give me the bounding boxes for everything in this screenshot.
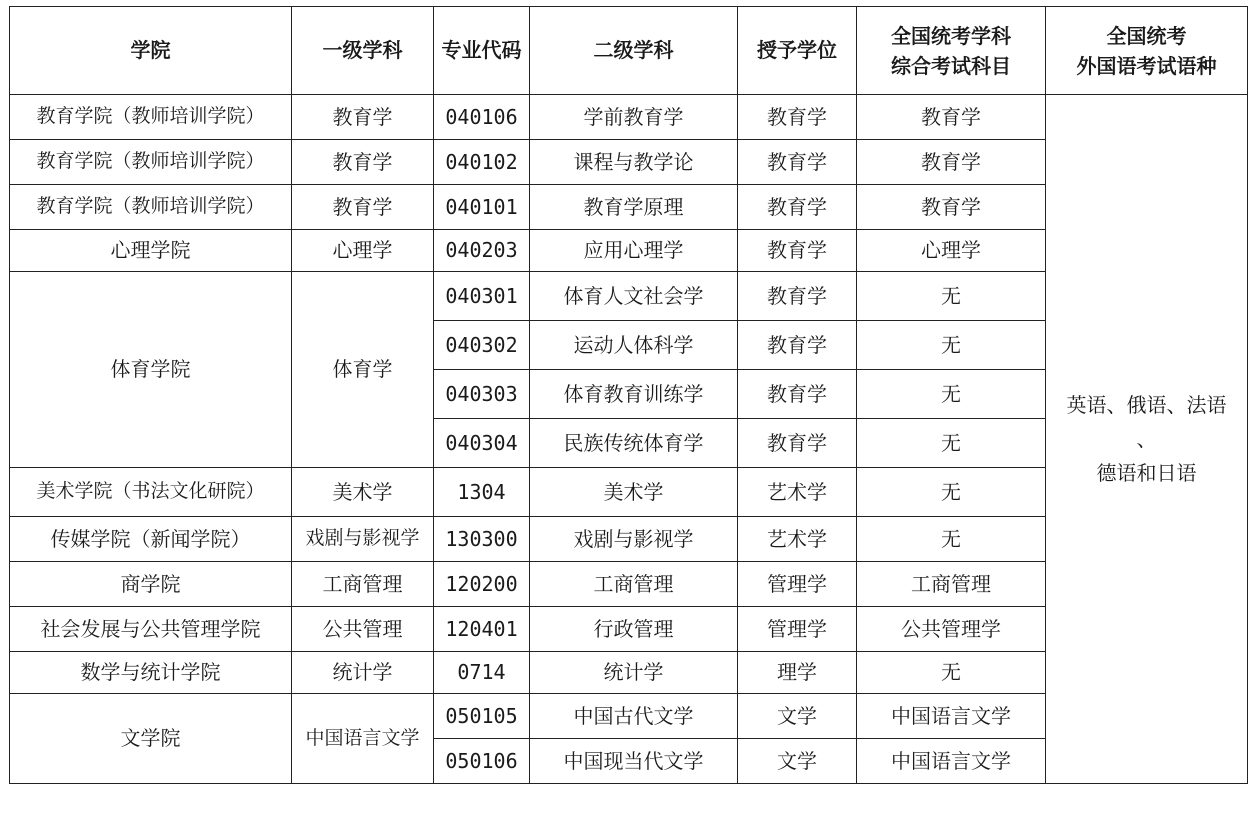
exam-subject-cell: 教育学 [857,185,1046,230]
primary-subject-cell: 教育学 [292,140,434,185]
secondary-subject-cell: 课程与教学论 [530,140,738,185]
secondary-subject-cell: 中国古代文学 [530,694,738,739]
language-line2: 、 [1136,427,1157,451]
exam-subject-cell: 无 [857,652,1046,694]
degree-cell: 文学 [738,694,857,739]
college-cell: 社会发展与公共管理学院 [10,607,292,652]
major-code-cell: 040102 [434,140,530,185]
college-cell: 心理学院 [10,230,292,272]
exam-subject-cell: 教育学 [857,95,1046,140]
exam-subject-cell: 教育学 [857,140,1046,185]
primary-subject-cell: 统计学 [292,652,434,694]
college-cell: 美术学院（书法文化研院） [10,468,292,517]
secondary-subject-cell: 戏剧与影视学 [530,517,738,562]
secondary-subject-cell: 统计学 [530,652,738,694]
major-code-cell: 1304 [434,468,530,517]
exam-subject-cell: 中国语言文学 [857,694,1046,739]
header-language-line1: 全国统考 [1106,23,1187,48]
degree-cell: 教育学 [738,95,857,140]
exam-subject-cell: 无 [857,370,1046,419]
college-cell: 数学与统计学院 [10,652,292,694]
degree-cell: 教育学 [738,419,857,468]
secondary-subject-cell: 美术学 [530,468,738,517]
header-row [10,7,1248,95]
college-cell: 教育学院（教师培训学院） [10,95,292,140]
degree-cell: 理学 [738,652,857,694]
college-cell: 传媒学院（新闻学院） [10,517,292,562]
degree-cell: 教育学 [738,272,857,321]
exam-subject-cell: 无 [857,419,1046,468]
major-code-cell: 040302 [434,321,530,370]
exam-subject-cell: 工商管理 [857,562,1046,607]
primary-subject-cell: 戏剧与影视学 [292,517,434,562]
college-cell: 教育学院（教师培训学院） [10,140,292,185]
exam-subject-cell: 无 [857,517,1046,562]
major-code-cell: 040304 [434,419,530,468]
secondary-subject-cell: 体育教育训练学 [530,370,738,419]
secondary-subject-cell: 应用心理学 [530,230,738,272]
language-cell [1046,95,1248,784]
exam-subject-cell: 无 [857,468,1046,517]
college-cell: 商学院 [10,562,292,607]
secondary-subject-cell: 体育人文社会学 [530,272,738,321]
header-exam-subject [857,7,1046,95]
degree-cell: 教育学 [738,321,857,370]
degree-cell: 教育学 [738,185,857,230]
degree-cell: 教育学 [738,370,857,419]
major-code-cell: 040303 [434,370,530,419]
major-code-cell: 0714 [434,652,530,694]
degree-cell: 教育学 [738,230,857,272]
admissions-table [9,6,1248,784]
secondary-subject-cell: 中国现当代文学 [530,739,738,784]
primary-subject-cell: 心理学 [292,230,434,272]
major-code-cell: 040101 [434,185,530,230]
primary-subject-cell: 工商管理 [292,562,434,607]
major-code-cell: 050106 [434,739,530,784]
exam-subject-cell: 无 [857,321,1046,370]
language-line1: 英语、俄语、法语 [1066,393,1227,417]
language-line3: 德语和日语 [1096,461,1197,485]
exam-subject-cell: 心理学 [857,230,1046,272]
header-exam-subject-line2: 综合考试科目 [891,53,1011,78]
secondary-subject-cell: 工商管理 [530,562,738,607]
major-code-cell: 040203 [434,230,530,272]
primary-subject-cell: 公共管理 [292,607,434,652]
secondary-subject-cell: 学前教育学 [530,95,738,140]
degree-cell: 艺术学 [738,468,857,517]
primary-subject-cell: 教育学 [292,185,434,230]
exam-subject-cell: 公共管理学 [857,607,1046,652]
primary-subject-cell: 美术学 [292,468,434,517]
header-major-code: 专业代码 [434,7,530,95]
header-exam-subject-line1: 全国统考学科 [891,23,1011,48]
degree-cell: 艺术学 [738,517,857,562]
primary-subject-cell: 体育学 [292,272,434,468]
college-cell: 教育学院（教师培训学院） [10,185,292,230]
header-secondary-subject: 二级学科 [530,7,738,95]
college-cell: 体育学院 [10,272,292,468]
major-code-cell: 040301 [434,272,530,321]
table-wrapper [9,6,1248,784]
secondary-subject-cell: 民族传统体育学 [530,419,738,468]
major-code-cell: 120200 [434,562,530,607]
college-cell: 文学院 [10,694,292,784]
degree-cell: 管理学 [738,607,857,652]
header-language [1046,7,1248,95]
secondary-subject-cell: 行政管理 [530,607,738,652]
table-row [10,95,1248,140]
major-code-cell: 130300 [434,517,530,562]
header-degree: 授予学位 [738,7,857,95]
degree-cell: 文学 [738,739,857,784]
header-language-line2: 外国语考试语种 [1076,53,1217,78]
degree-cell: 教育学 [738,140,857,185]
primary-subject-cell: 中国语言文学 [292,694,434,784]
degree-cell: 管理学 [738,562,857,607]
major-code-cell: 120401 [434,607,530,652]
secondary-subject-cell: 运动人体科学 [530,321,738,370]
header-primary-subject: 一级学科 [292,7,434,95]
exam-subject-cell: 无 [857,272,1046,321]
major-code-cell: 050105 [434,694,530,739]
major-code-cell: 040106 [434,95,530,140]
secondary-subject-cell: 教育学原理 [530,185,738,230]
header-college: 学院 [10,7,292,95]
exam-subject-cell: 中国语言文学 [857,739,1046,784]
primary-subject-cell: 教育学 [292,95,434,140]
